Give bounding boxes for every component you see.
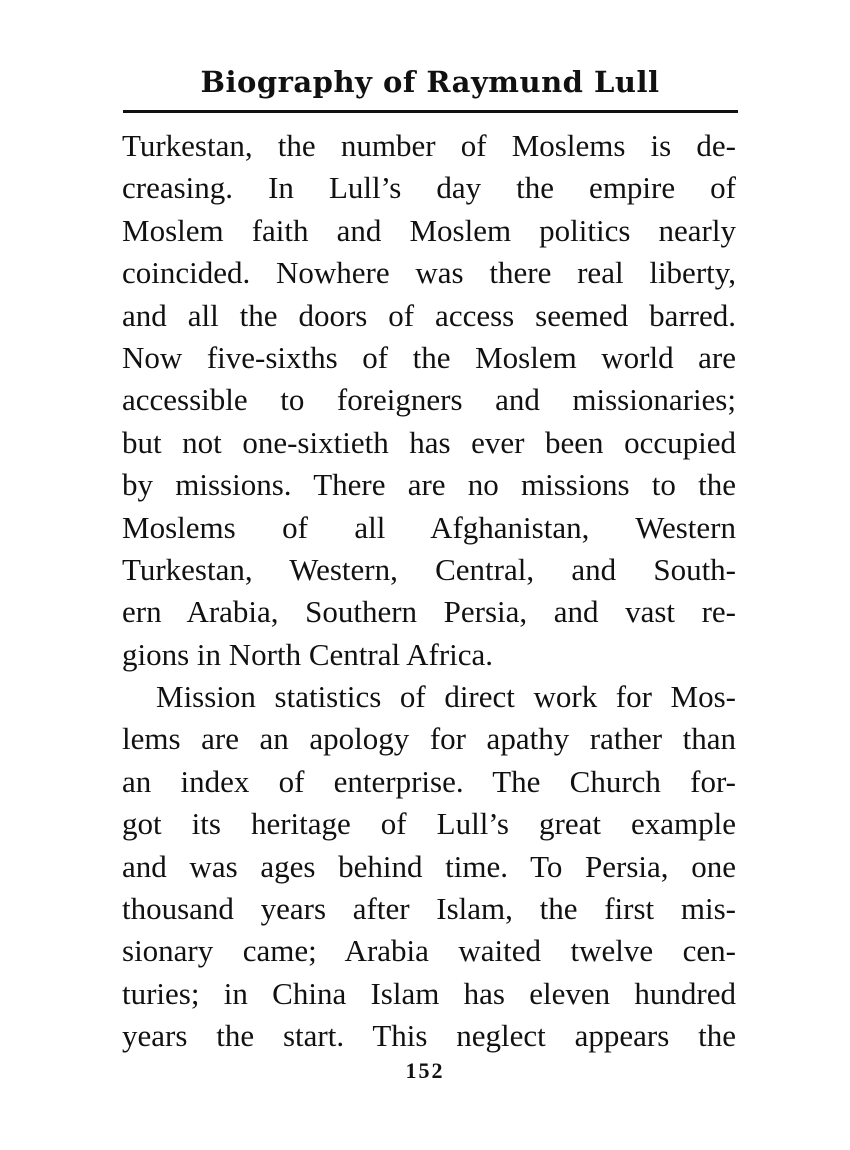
text-line: turies; in China Islam has eleven hundred bbox=[122, 975, 736, 1011]
text-line: thousand years after Islam, the first mis- bbox=[122, 891, 736, 927]
text-line: years the start. This neglect appears the bbox=[122, 1018, 736, 1054]
text-line: sionary came; Arabia waited twelve cen- bbox=[122, 933, 736, 969]
text-line: lems are an apology for apathy rather than bbox=[122, 721, 736, 757]
page-number: 152 bbox=[405, 1058, 445, 1083]
text-line: Turkestan, the number of Moslems is de- bbox=[122, 128, 736, 163]
text-line: ern Arabia, Southern Persia, and vast re- bbox=[122, 594, 736, 630]
running-head: Biography of Raymund Lull bbox=[200, 65, 660, 99]
text-line: an index of enterprise. The Church for- bbox=[122, 763, 736, 799]
text-line: Mission statistics of direct work for Mos- bbox=[156, 679, 736, 715]
body-text bbox=[122, 125, 736, 1058]
text-line: Now five-sixths of the Moslem world are bbox=[122, 339, 736, 375]
text-line: but not one-sixtieth has ever been occupied bbox=[122, 424, 736, 460]
text-line: accessible to foreigners and missionaries; bbox=[122, 382, 736, 418]
text-line: coincided. Nowhere was there real liberty, bbox=[122, 255, 736, 291]
text-line: Turkestan, Western, Central, and South- bbox=[122, 551, 736, 587]
text-line: and was ages behind time. To Persia, one bbox=[122, 848, 736, 884]
header-rule bbox=[123, 110, 738, 113]
text-line: Moslem faith and Moslem politics nearly bbox=[122, 212, 736, 248]
text-line: got its heritage of Lull’s great example bbox=[122, 806, 736, 842]
text-line: creasing. In Lull’s day the empire of bbox=[122, 170, 736, 206]
text-line: gions in North Central Africa. bbox=[122, 636, 494, 672]
text-line: Moslems of all Afghanistan, Western bbox=[122, 509, 736, 545]
text-line: and all the doors of access seemed barred. bbox=[122, 297, 736, 333]
text-line: by missions. There are no missions to the bbox=[122, 467, 736, 503]
